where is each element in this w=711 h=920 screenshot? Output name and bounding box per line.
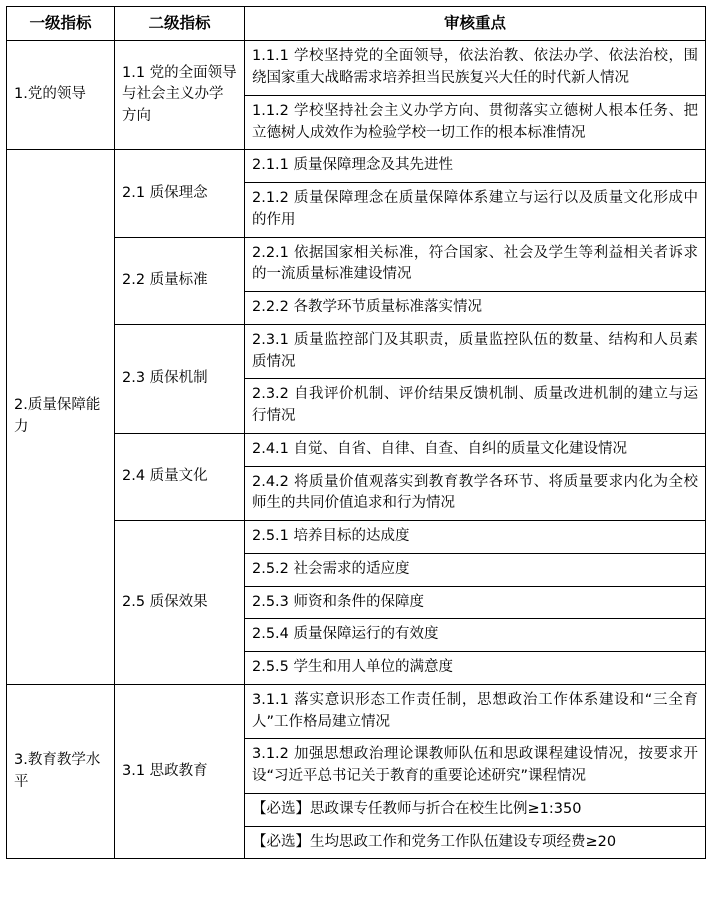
level2-cell: 1.1 党的全面领导与社会主义办学方向 bbox=[115, 41, 245, 150]
table-header bbox=[7, 7, 706, 41]
level2-cell: 2.4 质量文化 bbox=[115, 433, 245, 520]
table-body bbox=[7, 41, 706, 859]
level2-cell: 2.2 质量标准 bbox=[115, 237, 245, 324]
level1-cell: 3.教育教学水平 bbox=[7, 684, 115, 859]
table-row bbox=[7, 41, 706, 96]
level2-cell: 3.1 思政教育 bbox=[115, 684, 245, 859]
evaluation-index-table bbox=[6, 6, 706, 859]
focus-item-cell: 2.3.1 质量监控部门及其职责，质量监控队伍的数量、结构和人员素质情况 bbox=[245, 324, 706, 379]
focus-item-cell: 2.2.1 依据国家相关标准，符合国家、社会及学生等利益相关者诉求的一流质量标准建设情况 bbox=[245, 237, 706, 292]
level2-cell: 2.1 质保理念 bbox=[115, 150, 245, 237]
focus-item-cell: 3.1.2 加强思想政治理论课教师队伍和思政课程建设情况，按要求开设“习近平总书记关于教育的重要论述研究”课程情况 bbox=[245, 739, 706, 794]
focus-item-cell: 2.1.1 质量保障理念及其先进性 bbox=[245, 150, 706, 183]
focus-item-cell: 2.5.4 质量保障运行的有效度 bbox=[245, 619, 706, 652]
focus-item-cell: 2.2.2 各教学环节质量标准落实情况 bbox=[245, 292, 706, 325]
level2-cell: 2.5 质保效果 bbox=[115, 521, 245, 685]
focus-item-cell: 2.5.3 师资和条件的保障度 bbox=[245, 586, 706, 619]
table-header-row bbox=[7, 7, 706, 41]
table-row bbox=[7, 150, 706, 183]
table-row bbox=[7, 684, 706, 739]
level1-cell: 1.党的领导 bbox=[7, 41, 115, 150]
column-header-level1: 一级指标 bbox=[7, 7, 115, 41]
focus-item-required: 【必选】生均思政工作和党务工作队伍建设专项经费≥20 bbox=[245, 826, 706, 859]
focus-item-cell: 2.3.2 自我评价机制、评价结果反馈机制、质量改进机制的建立与运行情况 bbox=[245, 379, 706, 434]
level2-cell: 2.3 质保机制 bbox=[115, 324, 245, 433]
focus-item-cell: 2.1.2 质量保障理念在质量保障体系建立与运行以及质量文化形成中的作用 bbox=[245, 183, 706, 238]
focus-item-cell: 2.4.2 将质量价值观落实到教育教学各环节、将质量要求内化为全校师生的共同价值追求和行为情况 bbox=[245, 466, 706, 521]
focus-item-cell: 3.1.1 落实意识形态工作责任制，思想政治工作体系建设和“三全育人”工作格局建立情况 bbox=[245, 684, 706, 739]
focus-item-cell: 1.1.2 学校坚持社会主义办学方向、贯彻落实立德树人根本任务、把立德树人成效作为检验学校一切工作的根本标准情况 bbox=[245, 95, 706, 150]
column-header-level2: 二级指标 bbox=[115, 7, 245, 41]
column-header-focus: 审核重点 bbox=[245, 7, 706, 41]
focus-item-required: 【必选】思政课专任教师与折合在校生比例≥1:350 bbox=[245, 793, 706, 826]
focus-item-cell: 2.5.1 培养目标的达成度 bbox=[245, 521, 706, 554]
focus-item-cell: 2.5.5 学生和用人单位的满意度 bbox=[245, 652, 706, 685]
focus-item-cell: 2.4.1 自觉、自省、自律、自查、自纠的质量文化建设情况 bbox=[245, 433, 706, 466]
focus-item-cell: 1.1.1 学校坚持党的全面领导，依法治教、依法办学、依法治校，围绕国家重大战略需求培养担当民族复兴大任的时代新人情况 bbox=[245, 41, 706, 96]
focus-item-cell: 2.5.2 社会需求的适应度 bbox=[245, 553, 706, 586]
level1-cell: 2.质量保障能力 bbox=[7, 150, 115, 685]
